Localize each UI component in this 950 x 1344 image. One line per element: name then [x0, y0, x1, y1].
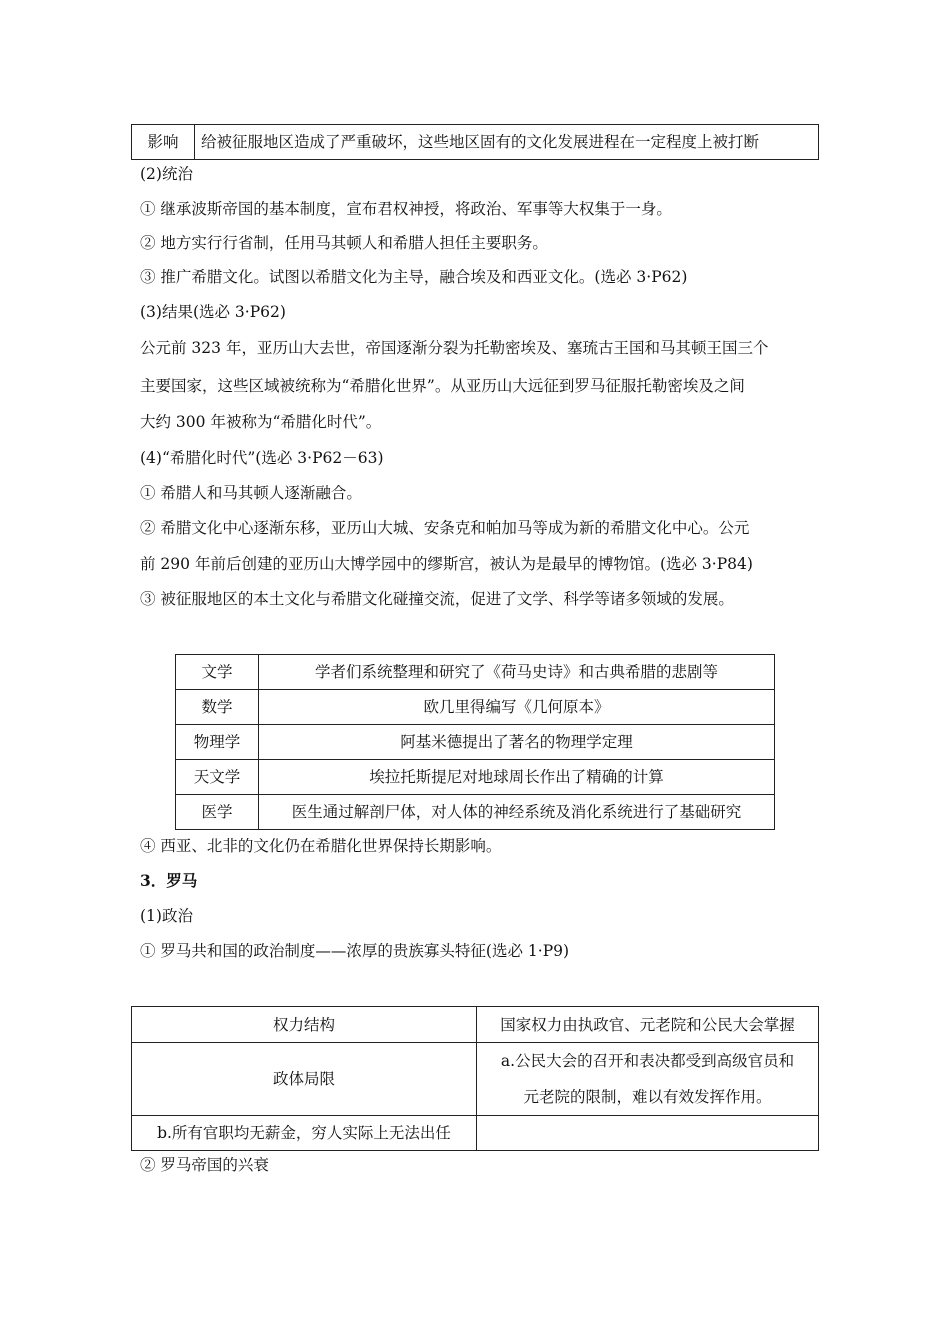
field-cell: 文学	[176, 655, 259, 690]
empty-cell	[477, 1116, 819, 1151]
table-row	[132, 1116, 819, 1151]
table-row	[132, 1007, 819, 1043]
salary-note: b.所有官职均无薪金，穷人实际上无法出任	[132, 1116, 477, 1151]
list-item: ③ 被征服地区的本土文化与希腊文化碰撞交流，促进了文学、科学等诸多领域的发展。	[140, 590, 734, 608]
table-row	[176, 690, 775, 725]
desc-cell: 欧几里得编写《几何原本》	[259, 690, 775, 725]
section-heading: (3)结果(选必 3·P62)	[140, 303, 286, 321]
influence-label: 影响	[132, 125, 195, 160]
list-item: ② 罗马帝国的兴衰	[140, 1156, 269, 1174]
limitation-line: a.公民大会的召开和表决都受到高级官员和	[500, 1052, 795, 1070]
limitation-text	[477, 1043, 819, 1116]
list-item: ① 希腊人和马其顿人逐渐融合。	[140, 484, 362, 502]
roman-republic-table	[131, 1006, 819, 1151]
paragraph-line: 公元前 323 年，亚历山大去世，帝国逐渐分裂为托勒密埃及、塞琉古王国和马其顿王国三个	[140, 339, 769, 357]
list-item: 前 290 年前后创建的亚历山大博学园中的缪斯宫，被认为是最早的博物馆。(选必 3·P84)	[140, 555, 753, 573]
section-heading: (2)统治	[140, 165, 193, 183]
desc-cell: 医生通过解剖尸体，对人体的神经系统及消化系统进行了基础研究	[259, 795, 775, 830]
paragraph-line: 主要国家，这些区域被统称为“希腊化世界”。从亚历山大远征到罗马征服托勒密埃及之间	[140, 377, 745, 395]
paragraph-line: 大约 300 年被称为“希腊化时代”。	[140, 413, 382, 431]
section-heading: (1)政治	[140, 907, 193, 925]
limitation-line: 元老院的限制，难以有效发挥作用。	[523, 1088, 772, 1106]
list-item: ① 继承波斯帝国的基本制度，宣布君权神授，将政治、军事等大权集于一身。	[140, 200, 672, 218]
field-cell: 医学	[176, 795, 259, 830]
list-item: ④ 西亚、北非的文化仍在希腊化世界保持长期影响。	[140, 837, 502, 855]
hellenistic-culture-table	[175, 654, 775, 830]
list-item: ③ 推广希腊文化。试图以希腊文化为主导，融合埃及和西亚文化。(选必 3·P62)	[140, 268, 688, 286]
list-item: ② 希腊文化中心逐渐东移，亚历山大城、安条克和帕加马等成为新的希腊文化中心。公元	[140, 519, 750, 537]
table-row	[176, 795, 775, 830]
power-structure-label: 权力结构	[132, 1007, 477, 1043]
list-item: ② 地方实行行省制，任用马其顿人和希腊人担任主要职务。	[140, 234, 548, 252]
list-item: ① 罗马共和国的政治制度——浓厚的贵族寡头特征(选必 1·P9)	[140, 942, 570, 960]
limitation-label: 政体局限	[132, 1043, 477, 1116]
desc-cell: 学者们系统整理和研究了《荷马史诗》和古典希腊的悲剧等	[259, 655, 775, 690]
desc-cell: 阿基米德提出了著名的物理学定理	[259, 725, 775, 760]
desc-cell: 埃拉托斯提尼对地球周长作出了精确的计算	[259, 760, 775, 795]
table-row	[176, 760, 775, 795]
field-cell: 天文学	[176, 760, 259, 795]
field-cell: 物理学	[176, 725, 259, 760]
section-heading: 3．罗马	[140, 871, 198, 890]
table-row	[132, 125, 819, 160]
section-heading: (4)“希腊化时代”(选必 3·P62－63)	[140, 449, 384, 467]
influence-table	[131, 124, 819, 160]
table-row	[176, 655, 775, 690]
power-structure-text: 国家权力由执政官、元老院和公民大会掌握	[477, 1007, 819, 1043]
table-row	[132, 1043, 819, 1116]
influence-text: 给被征服地区造成了严重破坏，这些地区固有的文化发展进程在一定程度上被打断	[195, 125, 819, 160]
table-row	[176, 725, 775, 760]
field-cell: 数学	[176, 690, 259, 725]
